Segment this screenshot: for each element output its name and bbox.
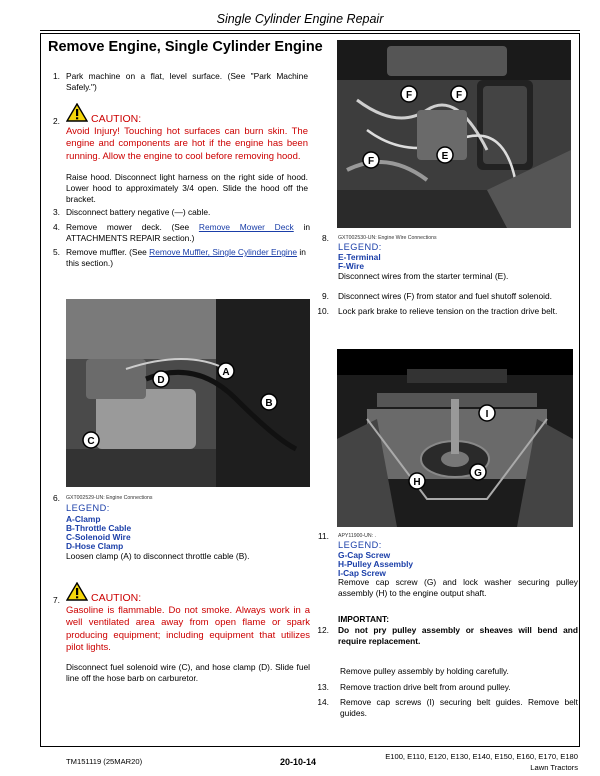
footer-product: Lawn Tractors	[530, 763, 578, 772]
callout-f-3	[363, 152, 379, 168]
svg-text:C: C	[87, 436, 95, 447]
step-2-number: 2.	[53, 116, 60, 126]
pulley-assembly-photo	[337, 349, 573, 527]
step-1-text: Park machine on a flat, level surface. (See "Park Machine Safely.")	[66, 71, 308, 92]
step-6-number: 6.	[53, 493, 60, 503]
step-12-text: Do not pry pulley assembly or sheaves will bend and require replacement.	[338, 625, 578, 646]
step-4-text: Remove mower deck. (See Remove Mower Deck in ATTACHMENTS REPAIR section.)	[66, 222, 310, 243]
step-14-text: Remove cap screws (I) securing belt guides. Remove belt guides.	[340, 697, 578, 718]
figure-3-legend-title: LEGEND:	[338, 540, 382, 550]
step-4-number: 4.	[53, 222, 60, 232]
important-label: IMPORTANT:	[338, 614, 390, 624]
footer-models: E100, E110, E120, E130, E140, E150, E160, E170, E180	[385, 752, 578, 761]
svg-text:A: A	[222, 367, 230, 378]
svg-text:F: F	[405, 90, 413, 101]
step-5-number: 5.	[53, 247, 60, 257]
step-3-text: Disconnect battery negative (—) cable.	[66, 207, 211, 217]
step-7-caution-label: CAUTION:	[91, 592, 142, 604]
step-13-text: Remove traction drive belt from around pulley.	[340, 682, 511, 692]
legend-a-clamp: A-Clamp	[66, 514, 101, 524]
legend-e-terminal: E-Terminal	[338, 252, 381, 262]
legend-g-cap-screw: G-Cap Screw	[338, 550, 391, 560]
step-5-text: Remove muffler. (See Remove Muffler, Single Cylinder Engine in this section.)	[66, 247, 306, 268]
step-7-warning-text: Gasoline is flammable. Do not smoke. Always work in a well ventilated area away from open flame or spark producing equipment; including equipment that utilizes pilot lights.	[66, 605, 310, 654]
remove-mower-deck-link[interactable]: Remove Mower Deck	[198, 222, 294, 232]
legend-d-hose-clamp: D-Hose Clamp	[66, 541, 124, 551]
svg-text:E: E	[441, 151, 449, 162]
step-9-number: 9.	[322, 291, 329, 301]
figure-2-legend-title: LEGEND:	[66, 503, 110, 513]
legend-f-wire: F-Wire	[338, 261, 364, 271]
svg-text:B: B	[265, 398, 273, 409]
callout-i	[479, 405, 495, 421]
callout-f-1	[401, 86, 417, 102]
svg-text:G: G	[474, 468, 482, 479]
svg-text:D: D	[157, 375, 165, 386]
caution-triangle-icon	[66, 103, 88, 122]
callout-d	[153, 371, 169, 387]
step-13-number: 13.	[317, 682, 329, 692]
callout-f-2	[451, 86, 467, 102]
step-8-number: 8.	[322, 233, 329, 243]
legend-b-throttle-cable: B-Throttle Cable	[66, 523, 132, 533]
remove-muffler-link[interactable]: Remove Muffler, Single Cylinder Engine	[149, 247, 298, 257]
svg-text:H: H	[413, 477, 421, 488]
step-12-instruction: Remove pulley assembly by holding carefully.	[340, 666, 509, 676]
svg-text:F: F	[367, 156, 375, 167]
step-11-number: 11.	[317, 531, 329, 541]
step-7-instruction: Disconnect fuel solenoid wire (C), and hose clamp (D). Slide fuel line off the hose barb on carburetor.	[66, 662, 310, 683]
step-3-number: 3.	[53, 207, 60, 217]
step-14-number: 14.	[317, 697, 329, 707]
section-title: Remove Engine, Single Cylinder Engine	[48, 39, 323, 55]
footer-page-number: 20-10-14	[280, 757, 317, 767]
step-11-text: Remove cap screw (G) and lock washer securing pulley assembly (H) to the engine output shaft.	[338, 577, 578, 598]
figure-1-legend-title: LEGEND:	[338, 242, 382, 252]
step-1-number: 1.	[53, 71, 60, 81]
svg-text:F: F	[455, 90, 463, 101]
step-2-instruction: Raise hood. Disconnect light harness on the right side of hood. Lower hood to approximately 3/4 open. Slide the hood off the bracket.	[66, 172, 308, 204]
step-2-caution-label: CAUTION:	[91, 113, 142, 125]
engine-wire-connections-photo	[337, 40, 571, 228]
step-6-text: Loosen clamp (A) to disconnect throttle cable (B).	[66, 551, 250, 561]
caution-triangle-icon-2	[66, 582, 88, 601]
callout-g	[470, 464, 486, 480]
svg-text:I: I	[485, 409, 489, 420]
step-8-text: Disconnect wires from the starter terminal (E).	[338, 271, 509, 281]
footer-doc-id: TM151119 (25MAR20)	[66, 757, 143, 766]
legend-i-cap-screw: I-Cap Screw	[338, 568, 386, 578]
figure-3-caption: APY11900-UN: .	[338, 533, 376, 539]
figure-2-caption: GXT002529-UN: Engine Connections	[66, 495, 153, 501]
page-header-title: Single Cylinder Engine Repair	[216, 12, 384, 26]
callout-e	[437, 147, 453, 163]
header-rule	[40, 30, 580, 31]
callout-a	[218, 363, 234, 379]
step-7-number: 7.	[53, 595, 60, 605]
legend-h-pulley-assembly: H-Pulley Assembly	[338, 559, 414, 569]
step-12-number: 12.	[317, 625, 329, 635]
callout-c	[83, 432, 99, 448]
step-10-text: Lock park brake to relieve tension on the traction drive belt.	[338, 306, 558, 316]
step-9-text: Disconnect wires (F) from stator and fuel shutoff solenoid.	[338, 291, 552, 301]
callout-b	[261, 394, 277, 410]
legend-c-solenoid-wire: C-Solenoid Wire	[66, 532, 131, 542]
callout-h	[409, 473, 425, 489]
figure-1-caption: GXT002530-UN: Engine Wire Connections	[338, 235, 437, 241]
step-2-warning-text: Avoid Injury! Touching hot surfaces can burn skin. The engine and components are hot if the engine has been running. Allow the engine to cool before removing hood.	[66, 126, 308, 162]
step-10-number: 10.	[317, 306, 329, 316]
engine-connections-photo	[66, 299, 310, 487]
